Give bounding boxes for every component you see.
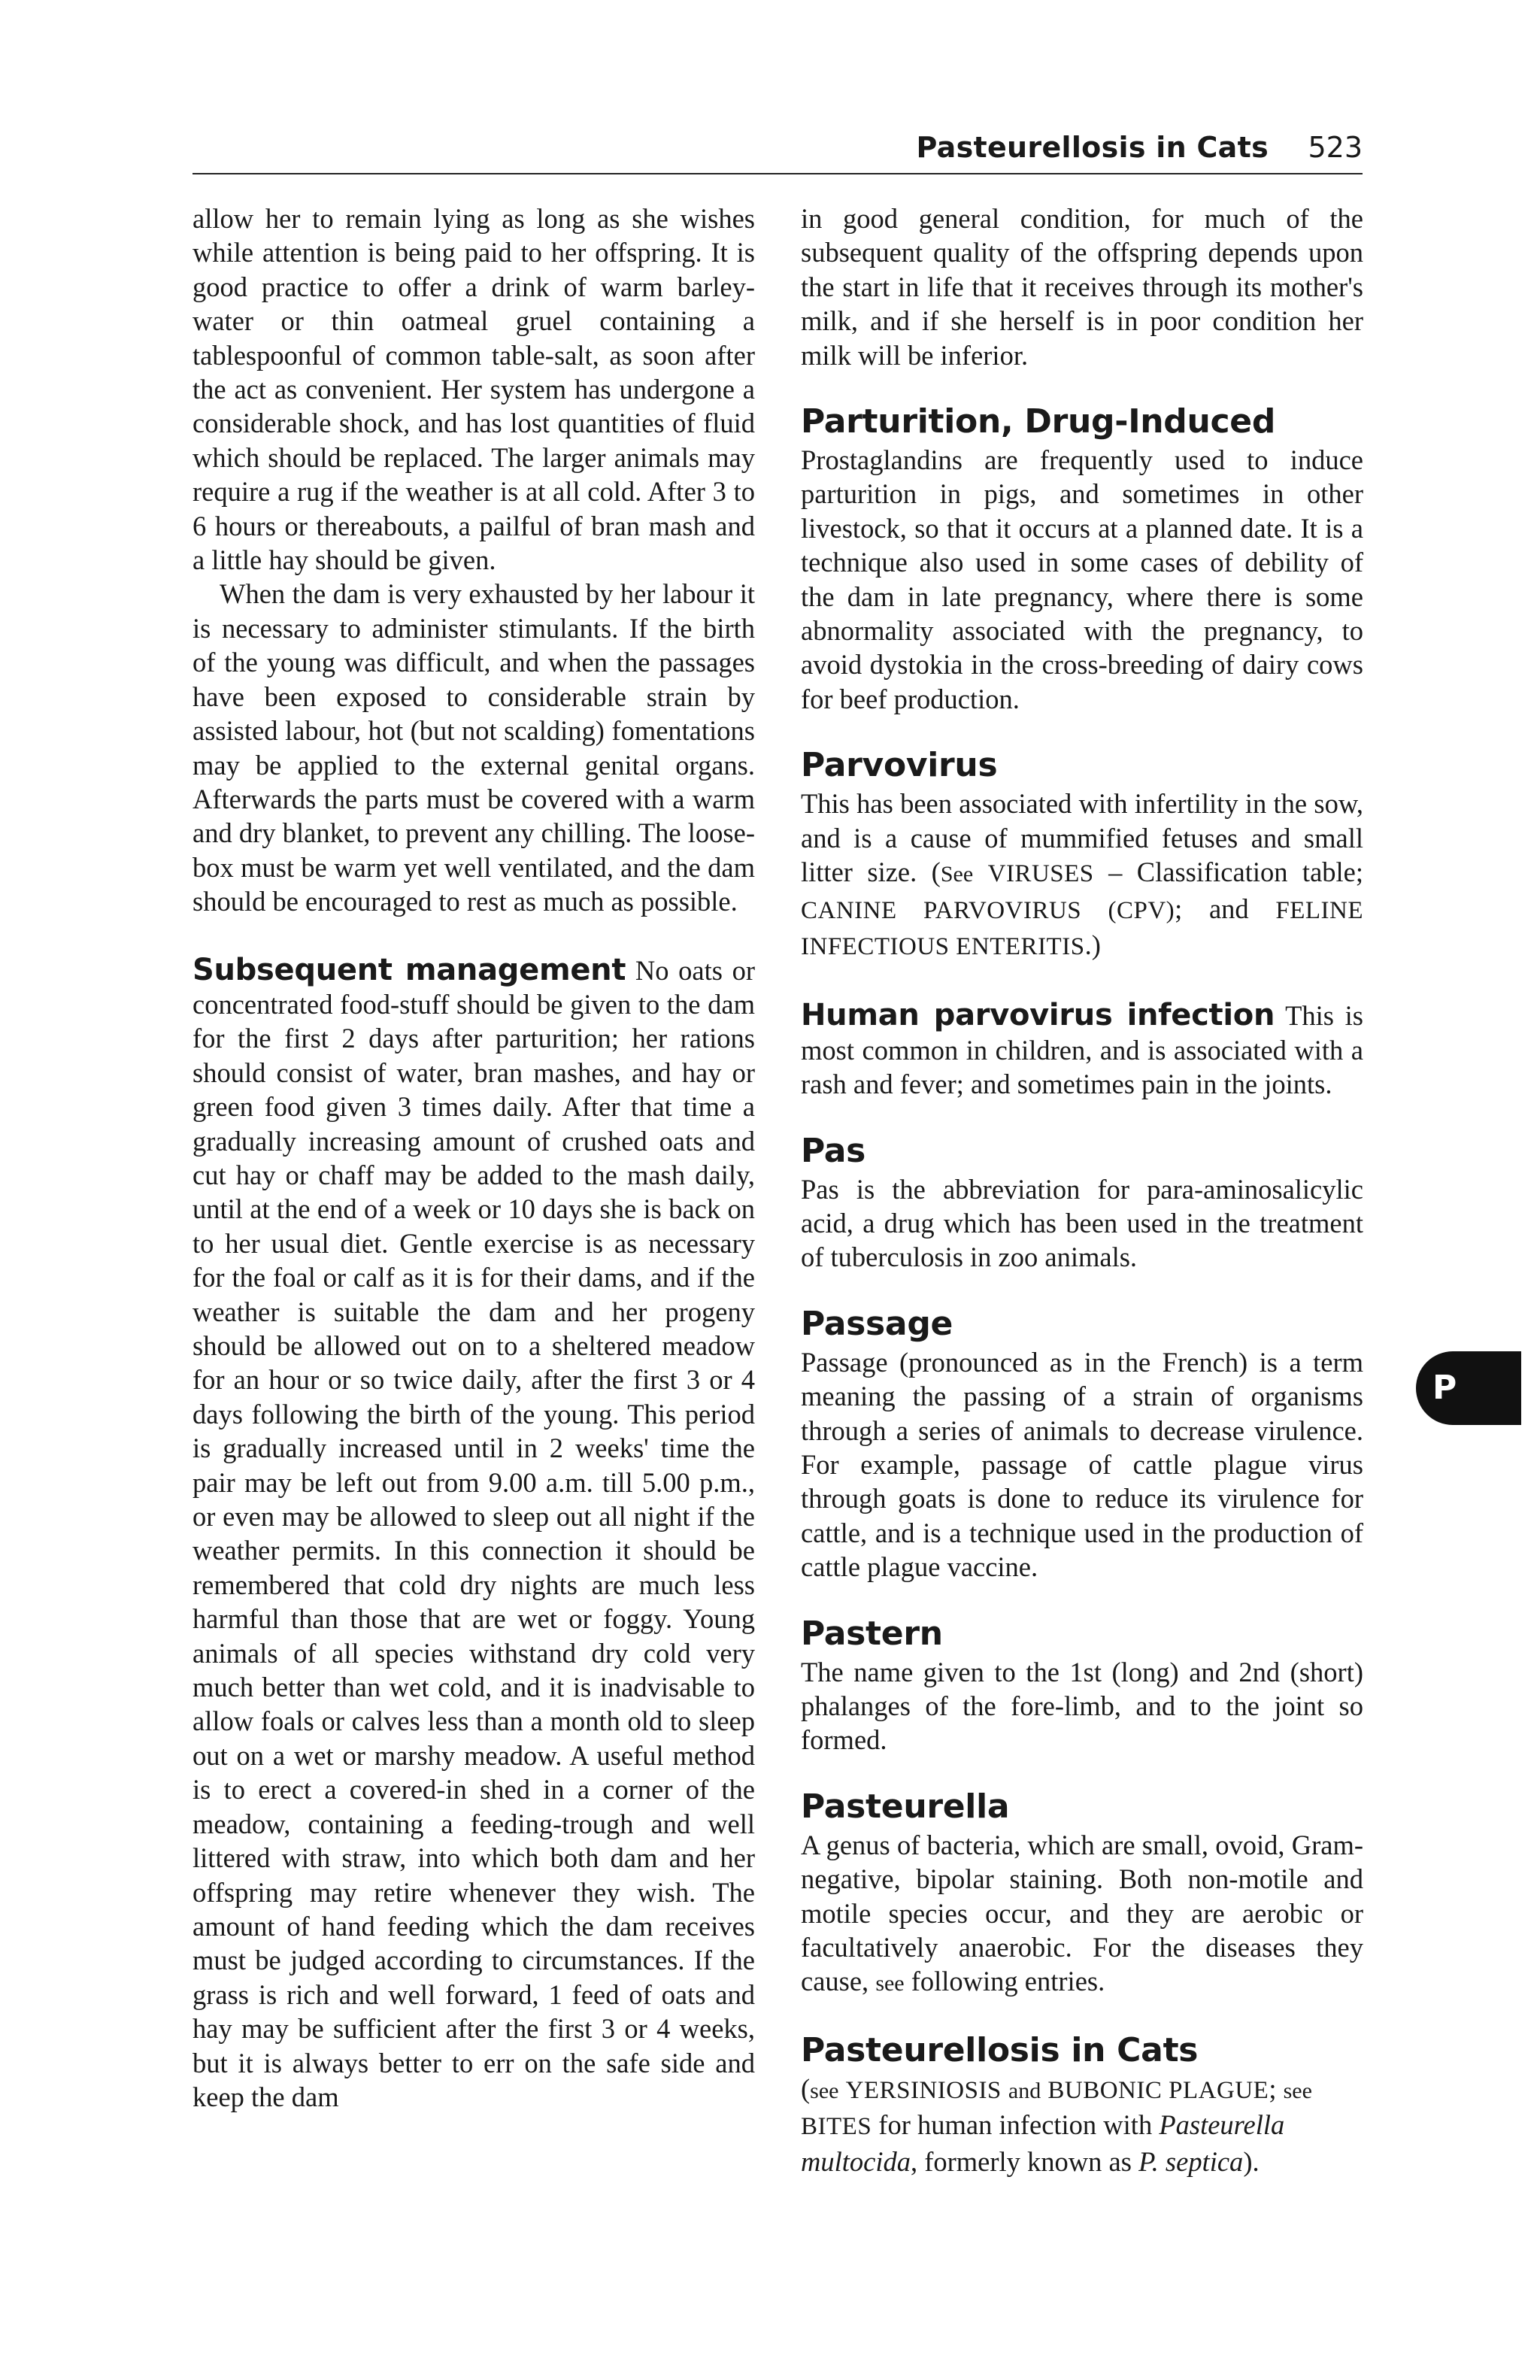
left-column xyxy=(192,202,755,2114)
cats-text: , formerly known as xyxy=(910,2145,1132,2177)
and-label: and xyxy=(1008,2078,1041,2103)
entry-text-pas: Pas is the abbreviation for para-aminosalicylic acid, a drug which has been used in the treatment of tuberculosis in zoo animals. xyxy=(801,1173,1363,1273)
cross-reference: FELINE INFECTIOUS ENTERITIS xyxy=(801,896,1363,960)
cross-reference: YERSINIOSIS xyxy=(845,2076,1002,2104)
species-name: Pasteurella multocida xyxy=(801,2109,1285,2177)
running-header xyxy=(192,128,1363,174)
running-head-title: Pasteurellosis in Cats xyxy=(916,131,1269,164)
cross-reference: BUBONIC PLAGUE xyxy=(1047,2076,1269,2104)
entry-heading-human-parvovirus: Human parvovirus infection xyxy=(801,998,1275,1033)
entry-heading-passage: Passage xyxy=(801,1304,953,1343)
entry-text-human-parvovirus: This is most common in children, and is associated with a rash and fever; and sometimes pain in the joints. xyxy=(801,1000,1364,1100)
entry-text-parturition: Prostaglandins are frequently used to induce parturition in pigs, and sometimes in other livestock, so that it occurs at a planned date. It is a technique also used in some cases of debility of the dam in late pregnancy, where there is some abnormality associated with the pregnancy, to avoid dystokia in the cross-breeding of dairy cows for beef production. xyxy=(801,444,1363,714)
cats-close: ). xyxy=(1243,2145,1260,2177)
right-column xyxy=(801,202,1363,2178)
pasteurella-end: following entries. xyxy=(911,1966,1105,1997)
entry-text-pasteurellosis-cats xyxy=(801,2072,1363,2178)
paragraph-continuation: in good general condition, for much of the subsequent quality of the offspring depends upon the start in life that it receives through its mother's milk, and if she herself is in poor condition her milk will be inferior. xyxy=(801,203,1363,371)
cats-text: for human infection with xyxy=(878,2109,1153,2141)
section-thumb-tab: P xyxy=(1416,1351,1521,1425)
parvovirus-and: ; and xyxy=(1175,893,1276,924)
subsequent-management-text: No oats or concentrated food-stuff should be given to the dam for the first 2 days after parturition; her rations should consist of water, bran mashes, and hay or green food given 3 times daily. After that time a gradually increasing amount of crushed oats and cut hay or chaff may be added to the mash daily, until at the end of a week or 10 days she is back on to her usual diet. Gentle exercise is as necessary for the foal or calf as it is for their dams, and if the weather is suitable the dam and her progeny should be allowed out on to a sheltered meadow for an hour or so twice daily, after the first 3 or 4 days following the birth of the young. This period is gradually increased until in 2 weeks' time the pair may be left out from 9.00 a.m. till 5.00 p.m., or even may be allowed to sleep out all night if the weather permits. In this connection it should be remembered that cold dry nights are much less harmful than those that are wet or foggy. Young animals of all species withstand dry cold very much better than wet cold, and it is inadvisable to allow foals or calves less than a month old to sleep out on a wet or marshy meadow. A useful method is to erect a covered-in shed in a corner of the meadow, containing a feeding-trough and well littered with straw, into which both dam and her offspring may retire whenever they wish. The amount of hand feeding which the dam receives must be judged according to circumstances. If the grass is rich and well forward, 1 feed of oats and hay may be sufficient after the first 3 or 4 weeks, but it is always better to err on the safe side and keep the dam xyxy=(192,954,755,2112)
entry-text-passage: Passage (pronounced as in the French) is a term meaning the passing of a strain of organisms through a series of animals to decrease virulence. For example, passage of cattle plague virus through goats is done to reduce its virulence for cattle, and is a technique used in the production of cattle plague vaccine. xyxy=(801,1346,1363,1583)
cross-reference: BITES xyxy=(801,2113,872,2141)
species-name: P. septica xyxy=(1138,2145,1244,2177)
subsequent-management-entry xyxy=(192,954,755,2115)
pasteurella-body: A genus of bacteria, which are small, ovoid, Gram-negative, bipolar staining. Both non-motile and motile species occur, and they are aerobic or facultatively anaerobic. For the diseases they cause, xyxy=(801,1829,1363,1997)
cross-reference: CANINE PARVOVIRUS (CPV) xyxy=(801,896,1175,924)
see-label: see xyxy=(810,2078,839,2103)
see-label: see xyxy=(1283,2078,1312,2103)
cats-open: ( xyxy=(801,2072,811,2104)
paragraph-continued: allow her to remain lying as long as she wishes while attention is being paid to her offspring. It is good practice to offer a drink of warm barley-water or thin oatmeal gruel containing a tablespoonful of common table-salt, as soon after the act as convenient. Her system has undergone a considerable shock, and has lost quantities of fluid which should be replaced. The larger animals may require a rug if the weather is at all cold. After 3 to 6 hours or thereabouts, a pailful of bran mash and a little hay should be given. xyxy=(192,203,755,576)
cross-reference: VIRUSES xyxy=(987,860,1094,888)
entry-text-pasteurella xyxy=(801,1828,1363,2001)
entry-heading-pasteurella: Pasteurella xyxy=(801,1787,1010,1826)
subsequent-management-heading: Subsequent management xyxy=(192,952,626,987)
entry-heading-pastern: Pastern xyxy=(801,1614,943,1653)
see-label: See xyxy=(940,862,974,887)
entry-heading-parturition: Parturition, Drug-Induced xyxy=(801,402,1276,441)
parvovirus-body: This has been associated with infertility in the sow, and is a cause of mummified fetuses and small litter size. ( xyxy=(801,788,1363,888)
human-parvovirus-entry xyxy=(801,999,1363,1101)
paragraph-stimulants: When the dam is very exhausted by her labour it is necessary to administer stimulants. If the birth of the young was difficult, and when the passages have been exposed to considerable strain by assisted labour, hot (but not scalding) fomentations may be applied to the external genital organs. Afterwards the parts must be covered with a warm and dry blanket, to prevent any chilling. The loose-box must be warm yet well ventilated, and the dam should be encouraged to rest as much as possible. xyxy=(192,578,755,917)
parvovirus-end: .) xyxy=(1084,929,1101,960)
entry-heading-pasteurellosis-cats: Pasteurellosis in Cats xyxy=(801,2030,1199,2069)
entry-heading-parvovirus: Parvovirus xyxy=(801,746,998,785)
page-number: 523 xyxy=(1308,131,1363,164)
see-label: see xyxy=(875,1971,905,1996)
entry-text-parvovirus xyxy=(801,787,1363,964)
cats-semi: ; xyxy=(1269,2072,1277,2104)
parvovirus-dash: – Classification table; xyxy=(1093,856,1363,888)
entry-heading-pas: Pas xyxy=(801,1131,866,1170)
entry-text-pastern: The name given to the 1st (long) and 2nd (short) phalanges of the fore-limb, and to the joint so formed. xyxy=(801,1656,1363,1756)
